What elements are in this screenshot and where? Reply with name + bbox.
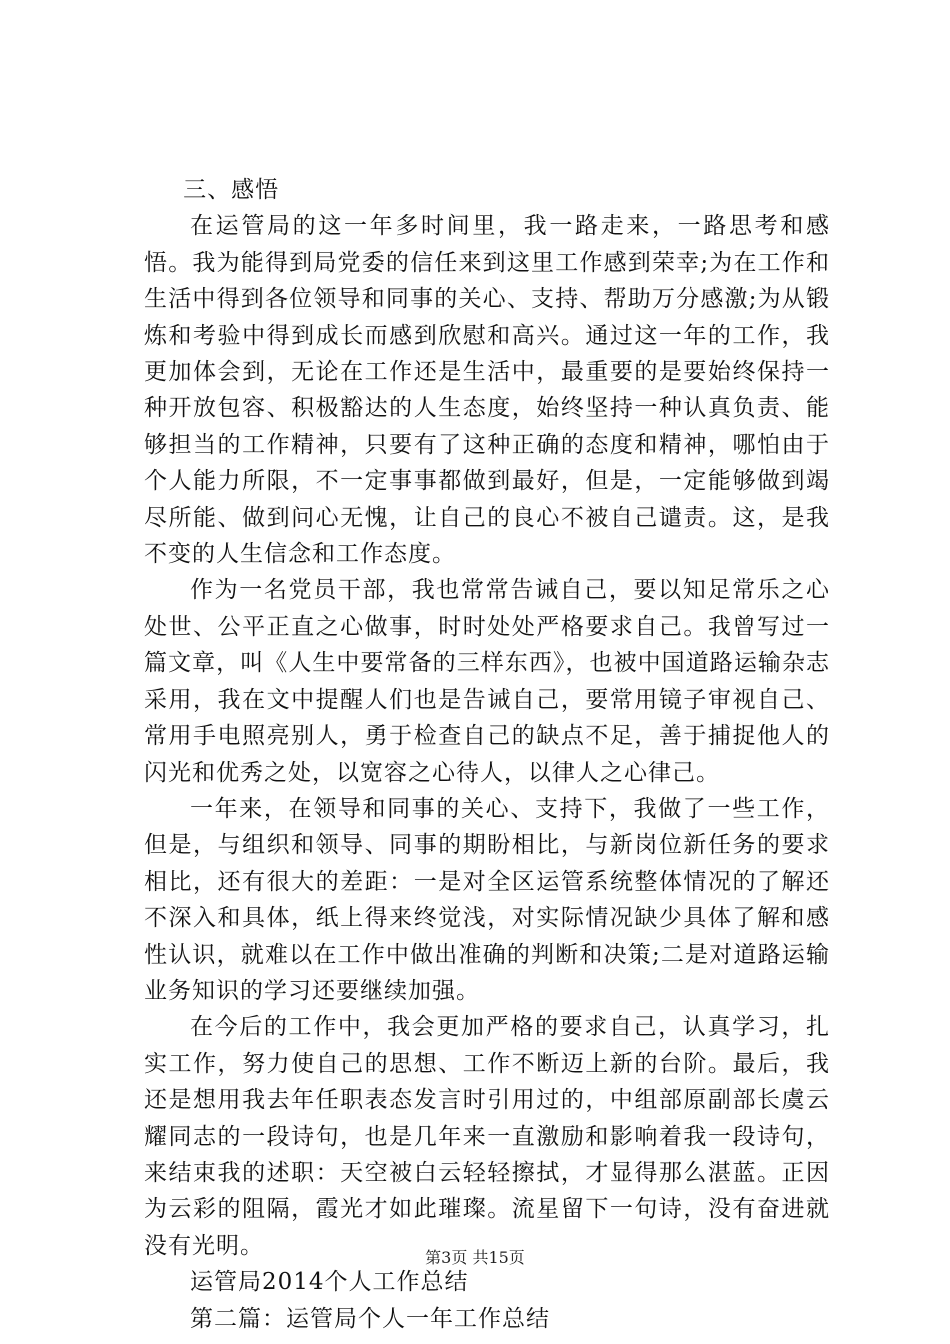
page-number-footer: 第3页 共15页 [425,1248,525,1267]
section-heading: 三、感悟 [183,177,280,203]
paragraph-1: 在运管局的这一年多时间里，我一路走来，一路思考和感悟。我为能得到局党委的信任来到这里工作感到荣幸;为在工作和生活中得到各位领导和同事的关心、支持、帮助万分感激;为从锻炼和考验中得到成长而感到欣慰和高兴。通过这一年的工作，我更加体会到，无论在工作还是生活中，最重要的是要始终保持一种开放包容、积极豁达的人生态度，始终坚持一种认真负责、能够担当的工作精神，只要有了这种正确的态度和精神，哪怕由于个人能力所限，不一定事事都做到最好，但是，一定能够做到竭尽所能、做到问心无愧，让自己的良心不被自己谴责。这，是我不变的人生信念和工作态度。 [144,213,830,568]
paragraph-2: 作为一名党员干部，我也常常告诫自己，要以知足常乐之心处世、公平正直之心做事，时时处处严格要求自己。我曾写过一篇文章，叫《人生中要常备的三样东西》，也被中国道路运输杂志采用，我在文中提醒人们也是告诫自己，要常用镜子审视自己、常用手电照亮别人，勇于检查自己的缺点不足，善于捕捉他人的闪光和优秀之处，以宽容之心待人，以律人之心律己。 [144,577,830,786]
paragraph-3: 一年来，在领导和同事的关心、支持下，我做了一些工作，但是，与组织和领导、同事的期盼相比，与新岗位新任务的要求相比，还有很大的差距：一是对全区运管系统整体情况的了解还不深入和具体，纸上得来终觉浅，对实际情况缺少具体了解和感性认识，就难以在工作中做出准确的判断和决策;二是对道路运输业务知识的学习还要继续加强。 [144,795,830,1004]
paragraph-4: 在今后的工作中，我会更加严格的要求自己，认真学习，扎实工作，努力使自己的思想、工作不断迈上新的台阶。最后，我还是想用我去年任职表态发言时引用过的，中组部原副部长虞云耀同志的一段诗句，也是几年来一直激励和影响着我一段诗句，来结束我的述职：天空被白云轻轻擦拭，才显得那么湛蓝。正因为云彩的阻隔，霞光才如此璀璨。流星留下一句诗，没有奋进就没有光明。 [144,1014,830,1259]
title-line-1: 运管局2014个人工作总结 [190,1269,469,1296]
document-body [144,172,830,1337]
title-line-2: 第二篇：运管局个人一年工作总结 [190,1305,550,1332]
